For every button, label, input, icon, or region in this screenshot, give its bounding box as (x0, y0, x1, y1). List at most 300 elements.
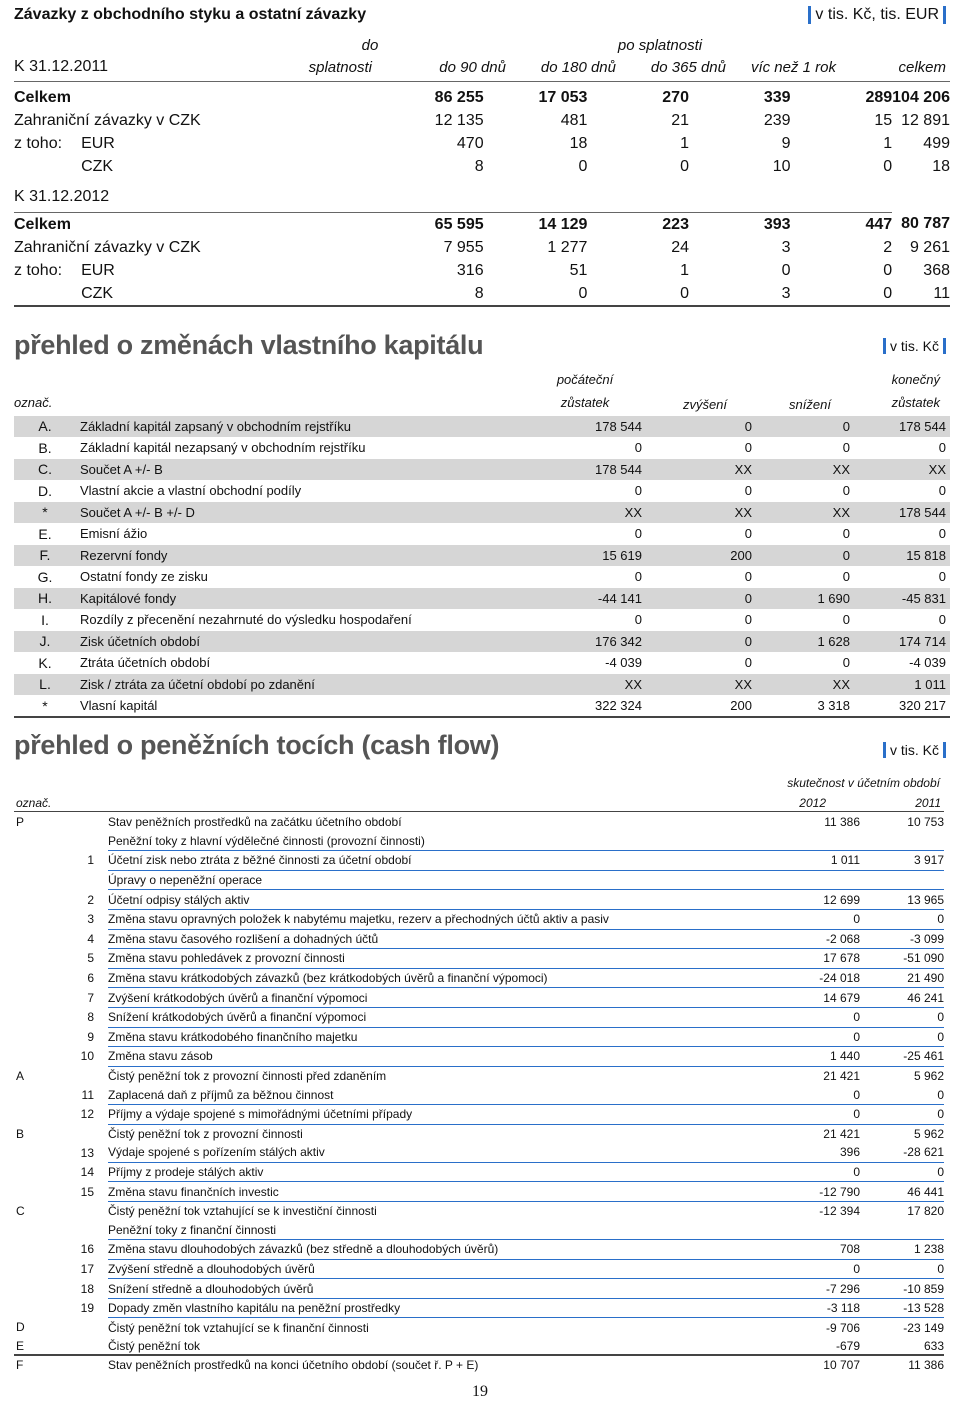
cashflow-value-2011 (860, 870, 944, 890)
cashflow-value-2011: 0 (860, 1007, 944, 1027)
cashflow-num: 17 (80, 1261, 94, 1276)
cashflow-row (14, 968, 944, 988)
cashflow-label: Čistý peněžní tok (108, 1339, 201, 1354)
equity-value: 0 (854, 609, 950, 631)
cashflow-num: 6 (87, 971, 94, 986)
cashflow-num: 13 (80, 1145, 94, 1160)
cashflow-num (72, 1356, 108, 1375)
equity-value: 0 (756, 523, 854, 545)
cashflow-num (72, 813, 108, 832)
equity-label: Kapitálové fondy (76, 588, 556, 610)
cashflow-value-2012: 1 440 (748, 1047, 860, 1067)
spacer (279, 213, 356, 237)
row-label: z toho: (14, 134, 63, 152)
cashflow-value-2012: 0 (748, 1085, 860, 1104)
cashflow-row (14, 832, 944, 851)
equity-value: XX (556, 674, 646, 696)
cell-value: 14 129 (538, 215, 588, 233)
equity-header-inc: zvýšení (682, 397, 728, 412)
cashflow-value-2012: -679 (835, 1339, 860, 1354)
equity-label: Základní kapitál zapsaný v obchodním rejstříku (76, 416, 556, 437)
cashflow-value-2012: 21 421 (823, 1069, 860, 1084)
cashflow-row (14, 890, 944, 910)
cashflow-label: Peněžní toky z hlavní výdělečné činnosti (provozní činnosti) (108, 832, 748, 851)
cashflow-num: 8 (87, 1010, 94, 1025)
cell-value: 393 (763, 215, 791, 233)
equity-value: 0 (646, 652, 756, 674)
cell-value: 0 (791, 282, 893, 306)
equity-value: -4 039 (556, 652, 646, 674)
cashflow-value-2011: -23 149 (903, 1320, 944, 1335)
cashflow-value-2011: -51 090 (860, 949, 944, 969)
cashflow-row (14, 1279, 944, 1299)
equity-mark: J. (14, 631, 76, 653)
cashflow-label: Změna stavu pohledávek z provozní činnosti (108, 949, 748, 969)
liabilities-row (14, 155, 950, 178)
equity-value: XX (556, 502, 646, 524)
cell-value: 12 891 (901, 111, 950, 129)
cashflow-num: 9 (87, 1029, 94, 1044)
cashflow-mark (14, 1104, 72, 1124)
liabilities-row (14, 86, 950, 109)
cell-value: 8 (356, 282, 483, 306)
cashflow-value-2012: -24 018 (748, 968, 860, 988)
cashflow-mark (14, 1085, 72, 1104)
cashflow-label: Účetní odpisy stálých aktiv (108, 890, 748, 910)
cashflow-value-2012: 0 (748, 1027, 860, 1047)
equity-value: 0 (756, 480, 854, 502)
equity-value: XX (646, 459, 756, 481)
equity-table (14, 416, 950, 718)
col-header-d365: do 365 dnů (650, 59, 726, 76)
cell-value: 481 (560, 111, 588, 129)
cell-value: 3 (781, 238, 791, 256)
row-sublabel: CZK (81, 282, 279, 306)
period-2012: K 31.12.2012 (14, 188, 110, 205)
cell-value: 223 (662, 215, 689, 233)
spacer (279, 109, 356, 132)
page-number: 19 (472, 1383, 488, 1400)
spacer (279, 282, 356, 306)
equity-label: Základní kapitál nezapsaný v obchodním rejstříku (76, 437, 556, 459)
cashflow-mark: C (16, 1203, 25, 1218)
cashflow-num (72, 1220, 108, 1239)
equity-row (14, 437, 950, 459)
cashflow-value-2011 (860, 832, 944, 851)
equity-value: 1 011 (854, 674, 950, 696)
cashflow-num (72, 1124, 108, 1143)
cashflow-value-2012: -9 706 (825, 1320, 860, 1335)
equity-label: Ostatní fondy ze zisku (76, 566, 556, 588)
cell-value: 2 (883, 238, 893, 256)
cashflow-value-2012: 17 678 (748, 949, 860, 969)
equity-row (14, 695, 950, 717)
cell-value: 104 206 (892, 88, 950, 106)
equity-mark: * (14, 695, 76, 717)
cashflow-mark (14, 1298, 72, 1318)
cashflow-row (14, 1318, 944, 1337)
cell-value: 10 (772, 157, 791, 175)
cashflow-mark (14, 1259, 72, 1279)
cashflow-num: 1 (87, 853, 94, 868)
equity-value: 200 (646, 545, 756, 567)
cashflow-label: Příjmy a výdaje spojené s mimořádnými účetními případy (108, 1104, 748, 1124)
equity-mark: D. (14, 480, 76, 502)
equity-row (14, 652, 950, 674)
equity-row (14, 416, 950, 437)
cashflow-num: 19 (80, 1301, 94, 1316)
cell-value: 9 261 (909, 238, 950, 256)
row-label: Celkem (14, 215, 71, 233)
cell-value: 0 (578, 157, 588, 175)
cell-value: 289 (865, 88, 893, 106)
cashflow-value-2012: 21 421 (823, 1126, 860, 1141)
cashflow-label: Stav peněžních prostředků na začátku účetního období (108, 815, 402, 830)
cashflow-mark (14, 1162, 72, 1182)
col-header-do: do (361, 37, 379, 54)
equity-row (14, 566, 950, 588)
equity-mark: I. (14, 609, 76, 631)
col-header-more: víc než 1 rok (750, 59, 836, 76)
cashflow-num (72, 1318, 108, 1337)
equity-value: XX (854, 459, 950, 481)
cashflow-label: Změna stavu dlouhodobých závazků (bez středně a dlouhodobých úvěrů) (108, 1240, 748, 1260)
col-header-d180: do 180 dnů (540, 59, 616, 76)
liabilities-title: Závazky z obchodního styku a ostatní závazky (14, 6, 367, 23)
cashflow-value-2011: 5 962 (913, 1126, 944, 1141)
equity-value: 0 (646, 480, 756, 502)
spacer (279, 236, 356, 259)
equity-row (14, 523, 950, 545)
cashflow-unit: v tis. Kč (883, 742, 946, 758)
period-2011: K 31.12.2011 (14, 58, 109, 75)
cashflow-num: 2 (87, 892, 94, 907)
cashflow-value-2011: 10 753 (907, 815, 944, 830)
equity-value: XX (646, 674, 756, 696)
equity-value: 0 (646, 416, 756, 437)
equity-value: 1 690 (756, 588, 854, 610)
cashflow-mark (14, 968, 72, 988)
cashflow-num (72, 832, 108, 851)
equity-header-open-2: zůstatek (560, 395, 610, 410)
cashflow-num: 3 (87, 912, 94, 927)
cashflow-row (14, 988, 944, 1008)
cell-value: 0 (883, 157, 893, 175)
equity-label: Zisk účetních období (76, 631, 556, 653)
cashflow-row (14, 1259, 944, 1279)
cashflow-mark (14, 1143, 72, 1162)
cashflow-num: 18 (80, 1281, 94, 1296)
equity-mark: * (14, 502, 76, 524)
spacer (279, 259, 356, 282)
equity-mark: E. (14, 523, 76, 545)
cashflow-mark (14, 1220, 72, 1239)
equity-header-close-2: zůstatek (891, 395, 940, 410)
cashflow-mark (14, 1240, 72, 1260)
cashflow-row (14, 870, 944, 890)
equity-mark: B. (14, 437, 76, 459)
cashflow-mark: D (16, 1320, 25, 1335)
col-header-total: celkem (898, 59, 946, 76)
cashflow-mark: F (16, 1357, 24, 1372)
cell-value: 24 (671, 238, 689, 256)
cashflow-value-2012: 1 011 (748, 851, 860, 871)
equity-value: 0 (556, 523, 646, 545)
cashflow-value-2011: 1 238 (860, 1240, 944, 1260)
cashflow-value-2011: 21 490 (860, 968, 944, 988)
cashflow-mark (14, 1279, 72, 1299)
equity-value: 0 (854, 523, 950, 545)
cell-value: 3 (689, 282, 791, 306)
equity-label: Emisní ážio (76, 523, 556, 545)
equity-value: 0 (756, 437, 854, 459)
cashflow-value-2012: 0 (748, 1259, 860, 1279)
cashflow-value-2012: 396 (748, 1143, 860, 1162)
cell-value: 9 (781, 134, 791, 152)
cashflow-mark: A (16, 1068, 25, 1083)
equity-row (14, 545, 950, 567)
cashflow-row (14, 1162, 944, 1182)
cashflow-label: Čistý peněžní tok vztahující se k investiční činnosti (108, 1204, 377, 1219)
equity-value: 0 (646, 437, 756, 459)
cell-value: 18 (932, 157, 950, 175)
cell-value: 17 053 (538, 88, 588, 106)
equity-label: Rezervní fondy (76, 545, 556, 567)
equity-value: 0 (854, 480, 950, 502)
cashflow-label: Zvýšení krátkodobých úvěrů a finanční výpomoci (108, 988, 748, 1008)
cashflow-row (14, 1182, 944, 1202)
equity-label: Ztráta účetních období (76, 652, 556, 674)
cell-value: 470 (456, 134, 484, 152)
cell-value: 270 (662, 88, 689, 106)
col-header-d90: do 90 dnů (439, 59, 506, 76)
equity-value: 178 544 (854, 416, 950, 437)
cashflow-row (14, 1220, 944, 1239)
cell-value: 499 (923, 134, 950, 152)
equity-value: XX (756, 459, 854, 481)
cashflow-value-2011: 0 (860, 1162, 944, 1182)
spacer (279, 86, 356, 109)
cashflow-value-2011: 0 (860, 1259, 944, 1279)
equity-value: 15 818 (854, 545, 950, 567)
col-header-po-splatnosti: po splatnosti (617, 37, 703, 54)
cashflow-label: Změna stavu zásob (108, 1047, 748, 1067)
cell-value: 1 (883, 134, 893, 152)
cell-value: 12 135 (434, 111, 484, 129)
cashflow-value-2011: 5 962 (913, 1069, 944, 1084)
cashflow-label: Čistý peněžní tok z provozní činnosti (108, 1126, 303, 1141)
cashflow-num (72, 870, 108, 890)
row-sublabel: EUR (81, 261, 115, 279)
cashflow-header-mark: označ. (16, 796, 52, 810)
equity-value: 322 324 (556, 695, 646, 717)
cashflow-header-2011: 2011 (915, 796, 941, 810)
cashflow-value-2011: 0 (860, 909, 944, 929)
cell-value: 239 (763, 111, 791, 129)
cashflow-label: Změna stavu finančních investic (108, 1182, 748, 1202)
cashflow-row (14, 1104, 944, 1124)
cell-value: 80 787 (901, 215, 950, 233)
cashflow-value-2012: 10 707 (823, 1357, 860, 1372)
col-header-splatnosti: splatnosti (308, 59, 372, 76)
cashflow-value-2012: -7 296 (748, 1279, 860, 1299)
equity-value: 0 (646, 523, 756, 545)
cashflow-value-2012: 708 (748, 1240, 860, 1260)
cashflow-value-2011: -3 099 (860, 929, 944, 949)
row-label (14, 155, 81, 178)
equity-value: 0 (646, 631, 756, 653)
equity-label: Rozdíly z přecenění nezahrnuté do výsledku hospodaření (76, 609, 556, 631)
cashflow-value-2011: 0 (860, 1085, 944, 1104)
cell-value: 1 (680, 261, 689, 279)
cell-value: 1 (680, 134, 689, 152)
cashflow-value-2012 (748, 1220, 860, 1239)
cashflow-num: 14 (80, 1164, 94, 1179)
cashflow-value-2011 (860, 1220, 944, 1239)
cashflow-value-2011: 46 241 (860, 988, 944, 1008)
equity-value: 0 (756, 609, 854, 631)
cell-value: 447 (865, 215, 893, 233)
liabilities-row (14, 132, 950, 155)
row-sublabel: EUR (81, 134, 115, 152)
equity-label: Součet A +/- B +/- D (76, 502, 556, 524)
cashflow-value-2012: 0 (748, 909, 860, 929)
cashflow-label: Příjmy z prodeje stálých aktiv (108, 1162, 748, 1182)
cell-value: 0 (484, 282, 588, 306)
equity-row (14, 480, 950, 502)
equity-value: 178 544 (854, 502, 950, 524)
cashflow-mark (14, 890, 72, 910)
cashflow-value-2012: 11 386 (824, 815, 860, 830)
cashflow-row (14, 1337, 944, 1356)
cell-value: 11 (892, 282, 950, 306)
equity-value: 0 (556, 566, 646, 588)
cashflow-header-group: skutečnost v účetním období (787, 776, 940, 790)
cashflow-mark: E (16, 1339, 25, 1354)
cashflow-value-2011: -25 461 (860, 1047, 944, 1067)
equity-value: XX (756, 674, 854, 696)
cashflow-label: Zvýšení středně a dlouhodobých úvěrů (108, 1259, 748, 1279)
cashflow-row (14, 1240, 944, 1260)
cell-value: 0 (680, 157, 689, 175)
cell-value: 0 (883, 261, 893, 279)
cell-value: 15 (874, 111, 893, 129)
cashflow-value-2011: 0 (860, 1027, 944, 1047)
cashflow-num: 10 (80, 1049, 94, 1064)
cell-value: 21 (671, 111, 689, 129)
cashflow-label: Dopady změn vlastního kapitálu na peněžní prostředky (108, 1298, 748, 1318)
liabilities-header-rule (14, 81, 950, 82)
cashflow-row (14, 909, 944, 929)
cashflow-value-2012: 0 (748, 1007, 860, 1027)
equity-label: Vlasní kapitál (76, 695, 556, 717)
cashflow-label: Stav peněžních prostředků na konci účetního období (součet ř. P + E) (108, 1357, 479, 1372)
cashflow-num: 11 (81, 1087, 94, 1102)
cashflow-value-2011: 13 965 (860, 890, 944, 910)
cashflow-label: Změna stavu krátkodobých závazků (bez krátkodobých úvěrů a finanční výpomoci) (108, 968, 748, 988)
liabilities-row (14, 282, 950, 306)
cashflow-num: 15 (80, 1184, 94, 1199)
cashflow-mark: P (16, 815, 25, 830)
equity-value: 200 (646, 695, 756, 717)
cashflow-num: 5 (87, 951, 94, 966)
equity-label: Součet A +/- B (76, 459, 556, 481)
cell-value: 8 (474, 157, 484, 175)
cashflow-label: Peněžní toky z finanční činnosti (108, 1220, 748, 1239)
equity-value: 0 (854, 566, 950, 588)
cashflow-header-2012: 2012 (799, 796, 826, 810)
cashflow-label: Čistý peněžní tok vztahující se k finanční činnosti (108, 1320, 369, 1335)
equity-mark: F. (14, 545, 76, 567)
cashflow-row (14, 813, 944, 832)
equity-value: 0 (556, 609, 646, 631)
cashflow-label: Výdaje spojené s pořízením stálých aktiv (108, 1143, 748, 1162)
cashflow-row (14, 1124, 944, 1143)
cell-value: 0 (781, 261, 791, 279)
cashflow-mark (14, 1047, 72, 1067)
cashflow-mark (14, 988, 72, 1008)
equity-row (14, 631, 950, 653)
cashflow-mark (14, 1007, 72, 1027)
equity-value: 0 (646, 588, 756, 610)
equity-value: 0 (646, 566, 756, 588)
equity-value: 0 (646, 609, 756, 631)
cashflow-value-2012 (748, 832, 860, 851)
cell-value: 339 (763, 88, 791, 106)
cashflow-row (14, 851, 944, 871)
cashflow-value-2011: 0 (860, 1104, 944, 1124)
equity-label: Zisk / ztráta za účetní období po zdanění (76, 674, 556, 696)
equity-row (14, 502, 950, 524)
cashflow-row (14, 1007, 944, 1027)
cell-value: 65 595 (434, 215, 484, 233)
equity-value: 0 (854, 437, 950, 459)
equity-mark: H. (14, 588, 76, 610)
cashflow-mark: B (16, 1126, 25, 1141)
equity-value: 3 318 (756, 695, 854, 717)
cashflow-value-2012: -2 068 (748, 929, 860, 949)
equity-value: -4 039 (854, 652, 950, 674)
equity-header-mark: označ. (14, 395, 53, 410)
cashflow-row (14, 1047, 944, 1067)
cashflow-table (14, 813, 944, 1374)
equity-value: 174 714 (854, 631, 950, 653)
liabilities-row (14, 109, 950, 132)
equity-value: 0 (756, 416, 854, 437)
cashflow-mark (14, 949, 72, 969)
equity-value: XX (646, 502, 756, 524)
cashflow-mark (14, 851, 72, 871)
cell-value: 51 (569, 261, 588, 279)
cashflow-value-2012 (748, 870, 860, 890)
row-label: Celkem (14, 88, 71, 106)
cell-value: 18 (569, 134, 588, 152)
cashflow-label: Čistý peněžní tok z provozní činnosti před zdaněním (108, 1069, 387, 1084)
equity-label: Vlastní akcie a vlastní obchodní podíly (76, 480, 556, 502)
cashflow-value-2011: 633 (923, 1339, 944, 1354)
equity-mark: L. (14, 674, 76, 696)
equity-mark: C. (14, 459, 76, 481)
row-label: Zahraniční závazky v CZK (14, 238, 201, 256)
cashflow-label: Změna stavu časového rozlišení a dohadných účtů (108, 929, 748, 949)
cashflow-value-2012: -12 394 (819, 1204, 860, 1219)
cashflow-bottom-rule (14, 1354, 944, 1356)
equity-mark: K. (14, 652, 76, 674)
cashflow-label: Snížení středně a dlouhodobých úvěrů (108, 1279, 748, 1299)
liabilities-row (14, 213, 950, 237)
cashflow-row (14, 1066, 944, 1085)
cashflow-label: Zaplacená daň z příjmů za běžnou činnost (108, 1085, 748, 1104)
